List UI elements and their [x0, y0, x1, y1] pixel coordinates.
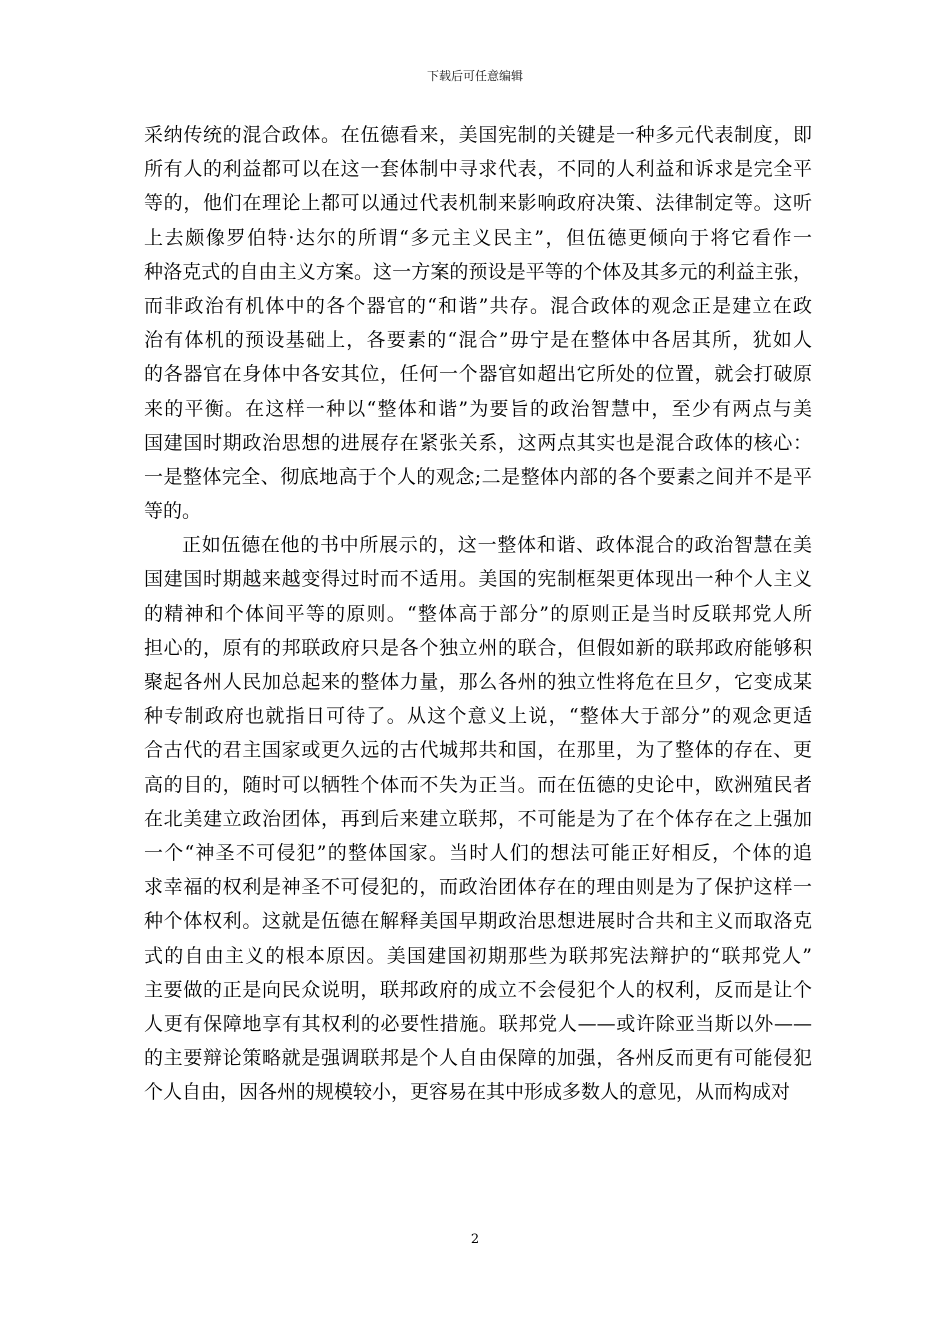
text-line: 等的。	[144, 500, 202, 523]
page-number: 2	[470, 1232, 480, 1247]
text-line: 在北美建立政治团体，再到后来建立联邦，不可能是为了在个体存在之上强加	[144, 807, 812, 830]
text-line: 上去颇像罗伯特·达尔的所谓“多元主义民主”，但伍德更倾向于将它看作一	[144, 226, 812, 249]
text-line: 国建国时期越来越变得过时而不适用。美国的宪制框架更体现出一种个人主义	[144, 568, 812, 591]
text-line: 种专制政府也就指日可待了。从这个意义上说，“整体大于部分”的观念更适	[144, 705, 812, 728]
text-line: 一是整体完全、彻底地高于个人的观念;二是整体内部的各个要素之间并不是平	[144, 465, 812, 488]
text-line: 合古代的君主国家或更久远的古代城邦共和国，在那里，为了整体的存在、更	[144, 739, 812, 762]
text-line: 主要做的正是向民众说明，联邦政府的成立不会侵犯个人的权利，反而是让个	[144, 978, 812, 1001]
text-line: 个人自由，因各州的规模较小，更容易在其中形成多数人的意见，从而构成对	[144, 1081, 791, 1104]
text-line: 所有人的利益都可以在这一套体制中寻求代表，不同的人利益和诉求是完全平	[144, 158, 812, 181]
text-line: 的主要辩论策略就是强调联邦是个人自由保障的加强，各州反而更有可能侵犯	[144, 1047, 812, 1070]
text-line: 种个体权利。这就是伍德在解释美国早期政治思想进展时合共和主义而取洛克	[144, 910, 812, 933]
text-line: 求幸福的权利是神圣不可侵犯的，而政治团体存在的理由则是为了保护这样一	[144, 876, 812, 899]
paragraph	[144, 118, 812, 528]
text-line: 来的平衡。在这样一种以“整体和谐”为要旨的政治智慧中，至少有两点与美	[144, 397, 812, 420]
text-line: 高的目的，随时可以牺牲个体而不失为正当。而在伍德的史论中，欧洲殖民者	[144, 773, 812, 796]
text-line: 正如伍德在他的书中所展示的，这一整体和谐、政体混合的政治智慧在美	[182, 534, 812, 557]
text-line: 采纳传统的混合政体。在伍德看来，美国宪制的关键是一种多元代表制度，即	[144, 124, 812, 146]
text-line: 而非政治有机体中的各个器官的“和谐”共存。混合政体的观念正是建立在政	[144, 294, 812, 317]
text-line: 等的，他们在理论上都可以通过代表机制来影响政府决策、法律制定等。这听	[144, 192, 812, 215]
text-line: 国建国时期政治思想的进展存在紧张关系，这两点其实也是混合政体的核心：	[144, 431, 812, 454]
text-line: 一个“神圣不可侵犯”的整体国家。当时人们的想法可能正好相反，个体的追	[144, 841, 812, 864]
text-line: 的精神和个体间平等的原则。“整体高于部分”的原则正是当时反联邦党人所	[144, 602, 812, 625]
body-text	[144, 118, 812, 1109]
text-line: 治有体机的预设基础上，各要素的“混合”毋宁是在整体中各居其所，犹如人	[144, 329, 812, 352]
text-line: 担心的，原有的邦联政府只是各个独立州的联合，但假如新的联邦政府能够积	[144, 636, 812, 659]
text-line: 聚起各州人民加总起来的整体力量，那么各州的独立性将危在旦夕，它变成某	[144, 671, 812, 693]
text-line: 种洛克式的自由主义方案。这一方案的预设是平等的个体及其多元的利益主张，	[144, 260, 812, 283]
paragraph	[144, 528, 812, 1109]
text-line: 式的自由主义的根本原因。美国建国初期那些为联邦宪法辩护的“联邦党人”	[144, 944, 812, 967]
text-line: 人更有保障地享有其权利的必要性措施。联邦党人——或许除亚当斯以外——	[144, 1012, 812, 1035]
text-line: 的各器官在身体中各安其位，任何一个器官如超出它所处的位置，就会打破原	[144, 363, 812, 386]
page-header: 下载后可任意编辑	[426, 69, 523, 83]
